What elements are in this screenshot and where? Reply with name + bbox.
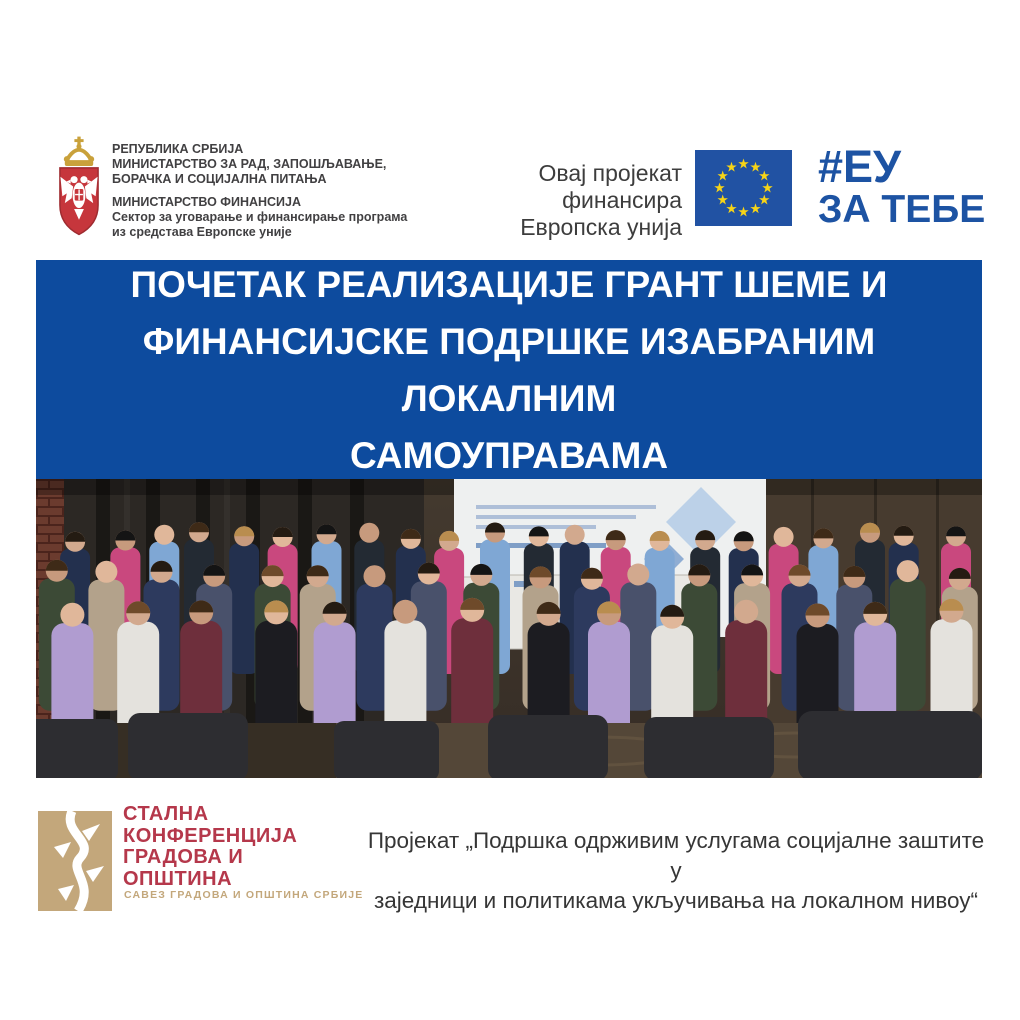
ministry-line: МИНИСТАРСТВО ЗА РАД, ЗАПОШЉАВАЊЕ,: [112, 157, 387, 171]
serbia-coat-of-arms-logo: [56, 133, 102, 241]
inner-shield: [74, 188, 84, 201]
ministry-line: РЕПУБЛИКА СРБИЈА: [112, 142, 244, 156]
title-line: САМОУПРАВАМА: [349, 434, 669, 476]
funding-line: Овај пројекат финансира: [538, 160, 682, 213]
hashtag-line: ЗА ТЕБЕ: [818, 188, 986, 231]
skgo-tagline: САВЕЗ ГРАДОВА И ОПШТИНА СРБИЈЕ: [124, 889, 364, 901]
finance-ministry-title: МИНИСТАРСТВО ФИНАНСИЈА: [112, 195, 302, 209]
funding-line: Европска унија: [520, 214, 682, 240]
skgo-name: [123, 804, 297, 890]
project-title: [362, 826, 990, 916]
project-title-line: Пројекат „Подршка одрживим услугама социјалне заштите у: [367, 828, 985, 883]
skgo-name-line: ГРАДОВА И: [123, 846, 244, 868]
project-title-line: заједници и политикама укључивања на локалном нивоу“: [373, 888, 979, 913]
eu-flag-icon: [695, 150, 792, 226]
conference-group-photo: [36, 479, 982, 778]
skgo-logo: [38, 811, 112, 911]
finance-sector-line: из средстава Европске уније: [112, 225, 292, 239]
crown-icon: [64, 137, 94, 166]
title-line: ФИНАНСИЈСКЕ ПОДРШКЕ ИЗАБРАНИМ ЛОКАЛНИМ: [142, 320, 876, 419]
eu-funding-statement: [420, 160, 682, 241]
title-line: ПОЧЕТАК РЕАЛИЗАЦИЈЕ ГРАНТ ШЕМЕ И: [130, 263, 888, 305]
foreground-chairs: [36, 711, 982, 778]
ministry-line: БОРАЧКА И СОЦИЈАЛНА ПИТАЊА: [112, 172, 327, 186]
hashtag-line: #ЕУ: [818, 141, 902, 192]
skgo-name-line: КОНФЕРЕНЦИЈА: [123, 824, 298, 847]
finance-sector-line: Сектор за уговарање и финансирање програма: [112, 210, 408, 224]
skgo-name-line: ОПШТИНА: [123, 867, 233, 890]
eu-hashtag-logo: [818, 141, 986, 231]
title-banner: [36, 260, 982, 479]
skgo-name-line: СТАЛНА: [123, 803, 209, 825]
ministry-text-block: [112, 142, 407, 240]
